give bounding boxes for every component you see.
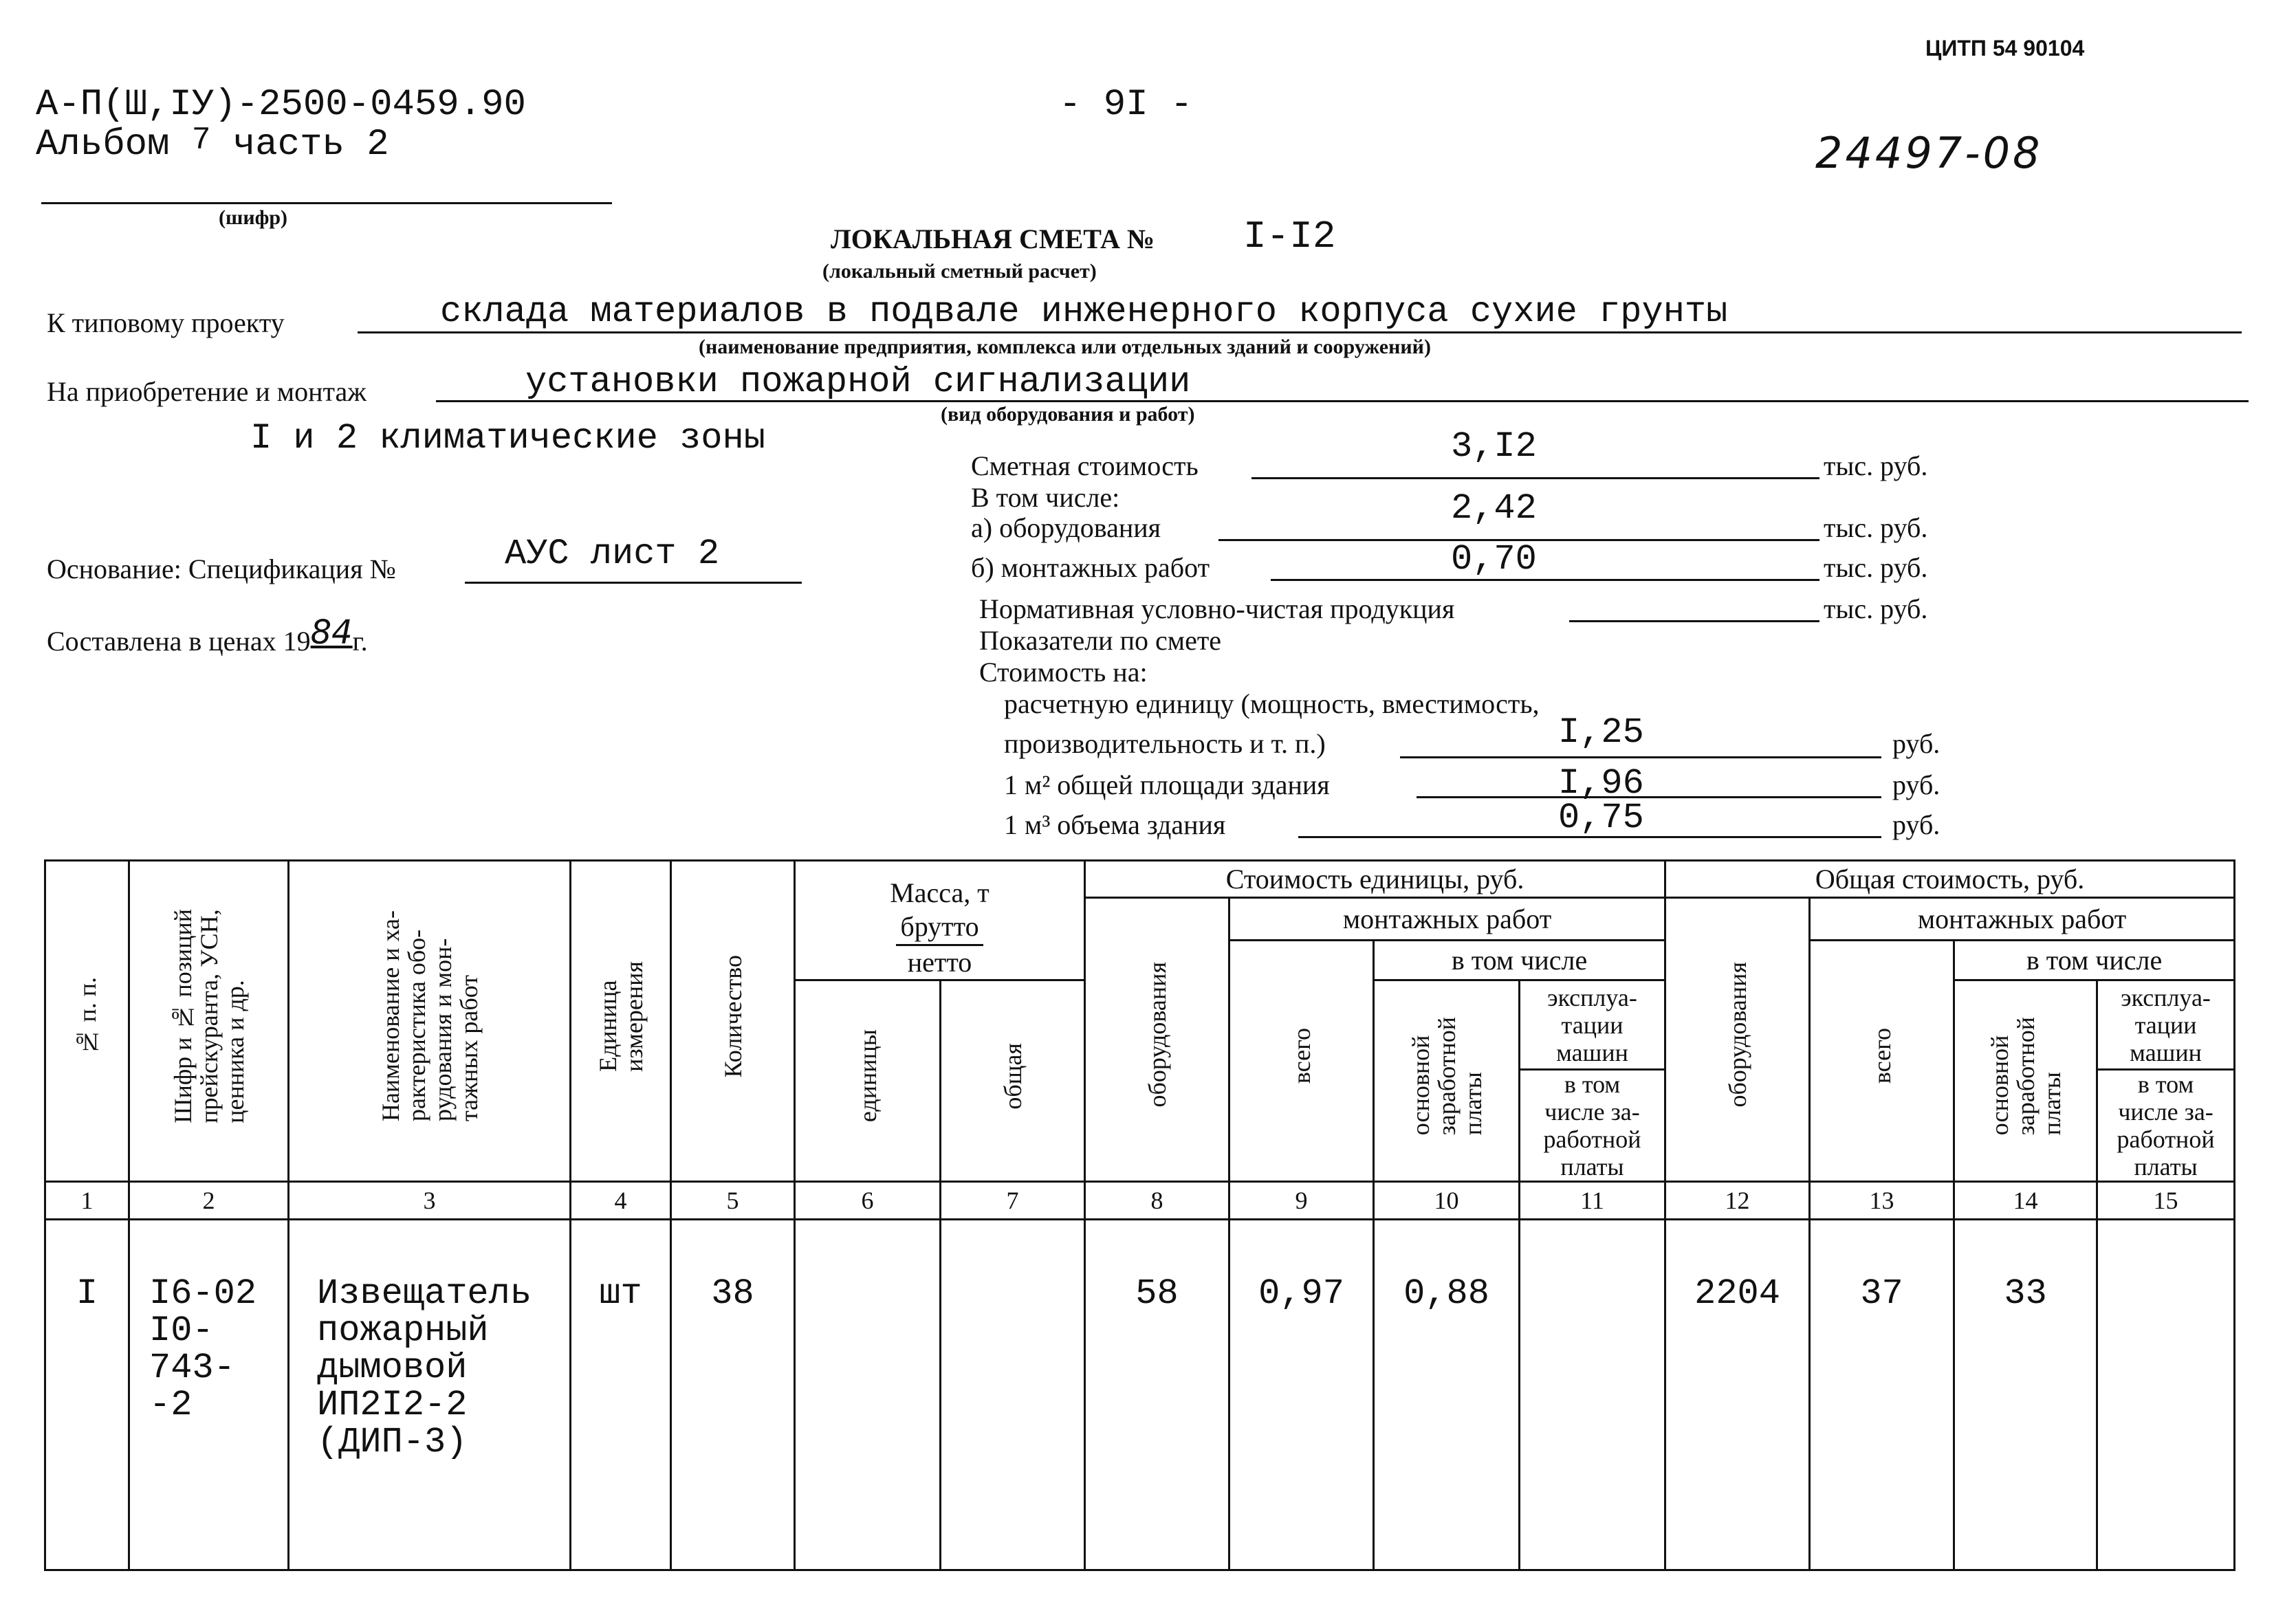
volume-unit: руб. (1892, 809, 1940, 840)
cipher-line (41, 202, 612, 204)
cipher-caption: (шифр) (219, 206, 288, 229)
header-salary-total: основной заработной платы (1954, 980, 2097, 1182)
project-value: склада материалов в подвале инженерного корпуса сухие грунты (440, 292, 1728, 332)
col-num: 11 (1520, 1182, 1665, 1220)
col-num: 3 (289, 1182, 571, 1220)
header-number: № п. п. (45, 861, 129, 1182)
climate-zones: I и 2 климатические зоны (250, 418, 765, 459)
col-num: 13 (1810, 1182, 1954, 1220)
album-line (36, 124, 389, 166)
basis-underline (465, 582, 802, 584)
title-subtitle: (локальный сметный расчет) (822, 260, 1097, 283)
prices-year: 84 (310, 613, 353, 652)
row-mass-unit (795, 1220, 941, 1570)
row-equipment-total: 2204 (1665, 1220, 1810, 1570)
row-machines-unit (1520, 1220, 1665, 1570)
column-number-row (45, 1182, 2235, 1220)
col-num: 15 (2097, 1182, 2235, 1220)
header-total-cost: Общая стоимость, руб. (1665, 861, 2235, 898)
col-num: 6 (795, 1182, 941, 1220)
area-label: 1 м² общей площади здания (1004, 769, 1330, 800)
header-code: Шифр и № позиций прейскуранта, УСН, ценника и др. (129, 861, 289, 1182)
prices-suffix: г. (352, 626, 368, 657)
purchase-caption: (вид оборудования и работ) (941, 403, 1195, 426)
col-num: 4 (571, 1182, 671, 1220)
estimate-table (44, 859, 2235, 1571)
header-equipment-total: оборудования (1665, 898, 1810, 1182)
calc-unit-underline (1400, 756, 1881, 758)
page-number: - 9I - (1059, 84, 1193, 126)
col-num: 7 (941, 1182, 1085, 1220)
album-label: Альбом (36, 124, 170, 166)
row-mont-total: 37 (1810, 1220, 1954, 1570)
mass-netto: нетто (907, 947, 972, 978)
equipment-label: а) оборудования (971, 512, 1161, 543)
install-value: 0,70 (1451, 539, 1537, 580)
title-number: I-I2 (1243, 215, 1336, 259)
area-underline (1417, 796, 1881, 798)
volume-value: 0,75 (1558, 798, 1644, 838)
header-unit: Единица измерения (571, 861, 671, 1182)
row-name: Извещатель пожарный дымовой ИП2I2-2 (ДИП-3) (289, 1220, 571, 1570)
header-mont-unit: монтажных работ (1229, 898, 1665, 941)
header-in-that-unit: в том числе (1374, 941, 1665, 980)
mass-brutto: брутто (896, 910, 983, 946)
header-in-that-total: в том числе (1954, 941, 2235, 980)
purchase-value: установки пожарной сигнализации (525, 362, 1191, 402)
row-salary-unit: 0,88 (1374, 1220, 1520, 1570)
handwritten-number: 24497-08 (1815, 128, 2043, 178)
header-equipment-unit: оборудования (1085, 898, 1229, 1182)
calc-unit-label-1: расчетную единицу (мощность, вместимость, (1004, 688, 1540, 719)
including-label: В том числе: (971, 482, 1120, 513)
album-number: 7 (191, 122, 211, 158)
header-vsego-unit: всего (1229, 941, 1374, 1182)
install-label: б) монтажных работ (971, 552, 1210, 583)
header-salary-unit: основной заработной платы (1374, 980, 1520, 1182)
col-num: 1 (45, 1182, 129, 1220)
normative-underline (1569, 620, 1819, 622)
install-underline (1271, 579, 1819, 581)
volume-label: 1 м³ объема здания (1004, 809, 1226, 840)
header-machines-salary-total: в том числе за- работной платы (2097, 1070, 2235, 1182)
header-machines-salary-unit: в том числе за- работной платы (1520, 1070, 1665, 1182)
area-unit: руб. (1892, 769, 1940, 800)
calc-unit-value: I,25 (1558, 712, 1644, 753)
equipment-value: 2,42 (1451, 488, 1537, 529)
header-vsego-total: всего (1810, 941, 1954, 1182)
total-cost-label: Сметная стоимость (971, 450, 1199, 481)
row-equipment-unit: 58 (1085, 1220, 1229, 1570)
col-num: 5 (671, 1182, 795, 1220)
title-label: ЛОКАЛЬНАЯ СМЕТА № (831, 223, 1155, 254)
col-num: 2 (129, 1182, 289, 1220)
cost-for-label: Стоимость на: (979, 657, 1148, 688)
header-name: Наименование и ха- рактеристика обо- рудования и мон- тажных работ (289, 861, 571, 1182)
total-cost-unit: тыс. руб. (1824, 450, 1928, 481)
row-code: I6-02 I0-743- -2 (129, 1220, 289, 1570)
normative-label: Нормативная условно-чистая продукция (979, 593, 1455, 624)
basis-value: АУС лист 2 (505, 534, 720, 574)
col-num: 9 (1229, 1182, 1374, 1220)
total-cost-value: 3,I2 (1451, 426, 1537, 467)
header-mass-unit: единицы (795, 980, 941, 1182)
area-value: I,96 (1558, 763, 1644, 804)
row-salary-total: 33 (1954, 1220, 2097, 1570)
header-mass (795, 861, 1085, 980)
total-cost-underline (1251, 477, 1819, 479)
row-machines-total (2097, 1220, 2235, 1570)
row-quantity: 38 (671, 1220, 795, 1570)
col-num: 14 (1954, 1182, 2097, 1220)
col-num: 10 (1374, 1182, 1520, 1220)
header-machines-total: эксплуа- тации машин (2097, 980, 2235, 1070)
project-caption: (наименование предприятия, комплекса или отдельных зданий и сооружений) (699, 336, 1431, 358)
project-label: К типовому проекту (47, 307, 285, 338)
prices-line (47, 613, 368, 659)
col-num: 12 (1665, 1182, 1810, 1220)
indicators-label: Показатели по смете (979, 625, 1222, 656)
header-quantity: Количество (671, 861, 795, 1182)
header-unit-cost: Стоимость единицы, руб. (1085, 861, 1665, 898)
prices-label: Составлена в ценах 19 (47, 626, 311, 657)
mass-title: Масса, т (890, 877, 990, 908)
equipment-unit: тыс. руб. (1824, 512, 1928, 543)
normative-unit: тыс. руб. (1824, 593, 1928, 624)
album-part: часть 2 (232, 124, 389, 166)
header-machines-unit: эксплуа- тации машин (1520, 980, 1665, 1070)
row-mass-total (941, 1220, 1085, 1570)
purchase-label: На приобретение и монтаж (47, 376, 367, 407)
row-mont-total-unit: 0,97 (1229, 1220, 1374, 1570)
basis-label: Основание: Спецификация № (47, 553, 396, 584)
row-unit: шт (571, 1220, 671, 1570)
table-row (45, 1220, 2235, 1570)
document-code: ЦИТП 54 90104 (1925, 36, 2085, 61)
project-code: А-П(Ш,IУ)-2500-0459.90 (36, 84, 526, 126)
calc-unit-unit: руб. (1892, 728, 1940, 759)
header-mont-total: монтажных работ (1810, 898, 2235, 941)
row-number: I (45, 1220, 129, 1570)
calc-unit-label-2: производительность и т. п.) (1004, 728, 1326, 759)
col-num: 8 (1085, 1182, 1229, 1220)
install-unit: тыс. руб. (1824, 552, 1928, 583)
header-mass-total: общая (941, 980, 1085, 1182)
